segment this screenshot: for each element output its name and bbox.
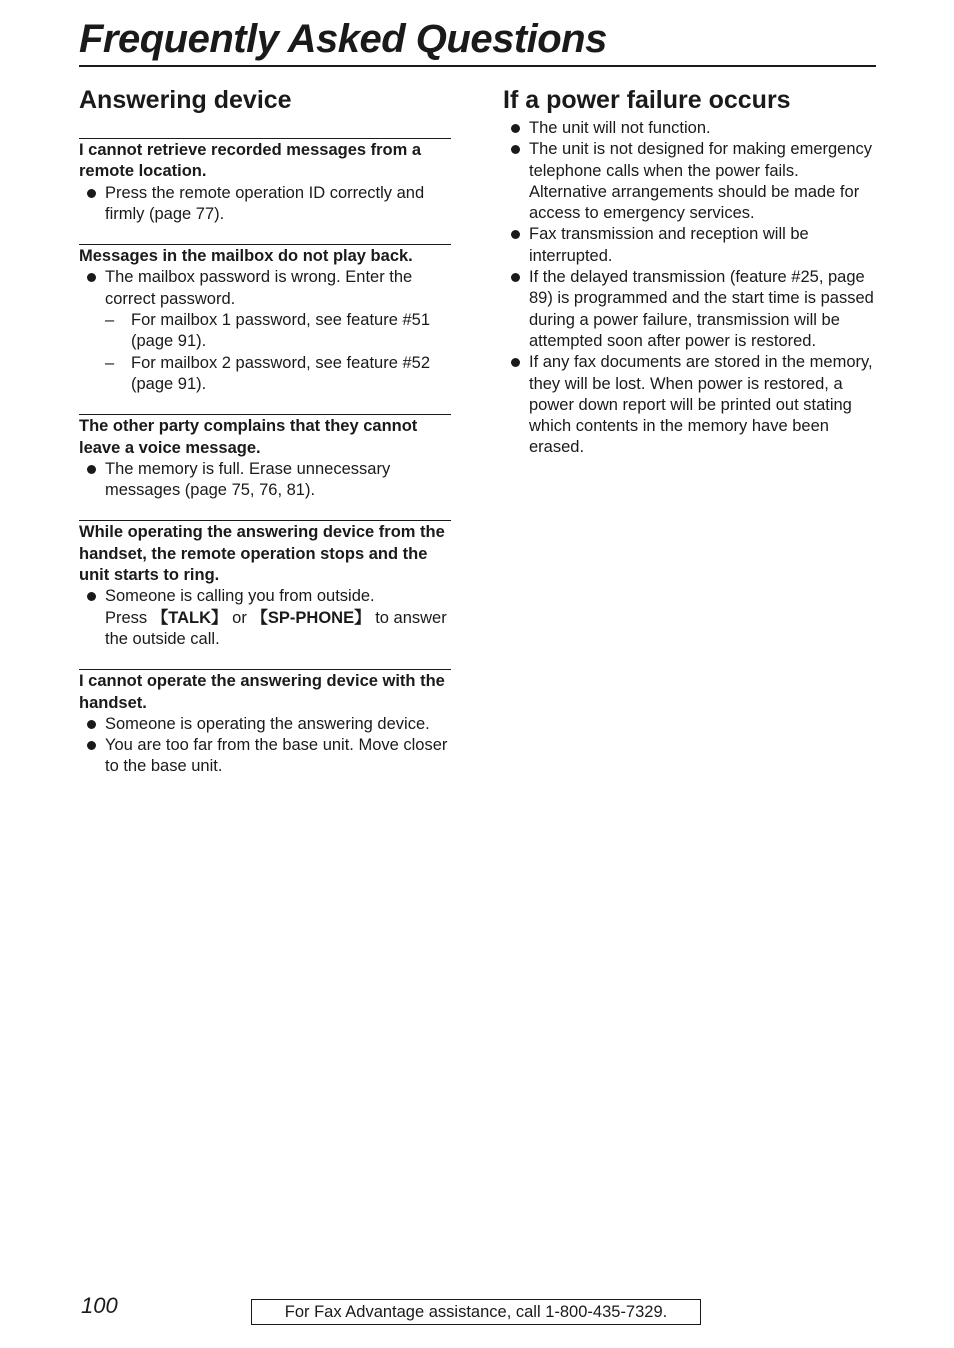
page-title: Frequently Asked Questions	[79, 17, 607, 61]
sp-phone-key-label: 【SP-PHONE】	[251, 608, 371, 627]
answer-item: You are too far from the base unit. Move closer to the base unit.	[79, 735, 451, 778]
answer-list	[79, 267, 451, 395]
dash-icon: –	[105, 311, 115, 330]
sub-item: – For mailbox 1 password, see feature #51 (page 91).	[105, 311, 430, 351]
dash-icon: –	[105, 353, 115, 372]
answer-list	[79, 714, 451, 778]
list-item: Fax transmission and reception will be interrupted.	[503, 224, 875, 267]
bullet-icon	[511, 230, 520, 239]
section-heading-answering-device: Answering device	[79, 86, 292, 114]
bullet-icon	[87, 465, 96, 474]
faq-question: I cannot operate the answering device with the handset.	[79, 672, 445, 712]
bullet-icon	[87, 741, 96, 750]
answer-item: Press the remote operation ID correctly and firmly (page 77).	[79, 183, 451, 226]
talk-key-label: 【TALK】	[151, 608, 228, 627]
answer-list	[79, 459, 451, 502]
list-item: If any fax documents are stored in the memory, they will be lost. When power is restored, a power down report will be printed out stating which contents in the memory have been erased.	[503, 352, 875, 458]
answering-device-column	[79, 84, 451, 778]
list-item: The unit will not function.	[503, 118, 875, 139]
list-item: The unit is not designed for making emergency telephone calls when the power fails. Alternative arrangements should be made for access to emergency services.	[503, 139, 875, 224]
faq-retrieve-messages	[79, 138, 451, 225]
answer-item: The mailbox password is wrong. Enter the correct password. – For mailbox 1 password, see feature #51 (page 91). – For mailbox 2 password, see feature #52 (page 91).	[79, 267, 451, 395]
page-number: 100	[81, 1293, 118, 1318]
bullet-icon	[511, 145, 520, 154]
footer-assistance-box: For Fax Advantage assistance, call 1-800-435-7329.	[251, 1299, 701, 1325]
answer-item: The memory is full. Erase unnecessary messages (page 75, 76, 81).	[79, 459, 451, 502]
power-failure-column	[503, 84, 875, 459]
bullet-icon	[87, 273, 96, 282]
faq-question: I cannot retrieve recorded messages from a remote location.	[79, 141, 422, 181]
sub-list	[105, 310, 451, 395]
answer-list	[79, 586, 451, 650]
faq-mailbox-playback	[79, 244, 451, 395]
answer-item: Someone is operating the answering device.	[79, 714, 451, 735]
faq-voice-message	[79, 414, 451, 501]
faq-question: While operating the answering device from the handset, the remote operation stops and the unit starts to ring.	[79, 523, 445, 585]
bullet-icon	[511, 273, 520, 282]
bullet-icon	[87, 720, 96, 729]
faq-question: Messages in the mailbox do not play back.	[79, 247, 413, 266]
bullet-icon	[87, 189, 96, 198]
answer-item: Someone is calling you from outside. Press 【TALK】 or 【SP-PHONE】 to answer the outside call.	[79, 586, 451, 650]
faq-question: The other party complains that they cannot leave a voice message.	[79, 417, 418, 457]
sub-item: – For mailbox 2 password, see feature #52 (page 91).	[105, 353, 430, 393]
list-item: If the delayed transmission (feature #25, page 89) is programmed and the start time is passed during a power failure, transmission will be attempted soon after power is restored.	[503, 267, 875, 352]
faq-cannot-operate-handset	[79, 669, 451, 777]
bullet-icon	[87, 592, 96, 601]
faq-remote-operation-stops	[79, 520, 451, 650]
answer-list	[79, 183, 451, 226]
title-rule	[79, 65, 876, 67]
bullet-icon	[511, 124, 520, 133]
section-heading-power-failure: If a power failure occurs	[503, 86, 791, 114]
power-failure-list	[503, 118, 875, 459]
bullet-icon	[511, 358, 520, 367]
